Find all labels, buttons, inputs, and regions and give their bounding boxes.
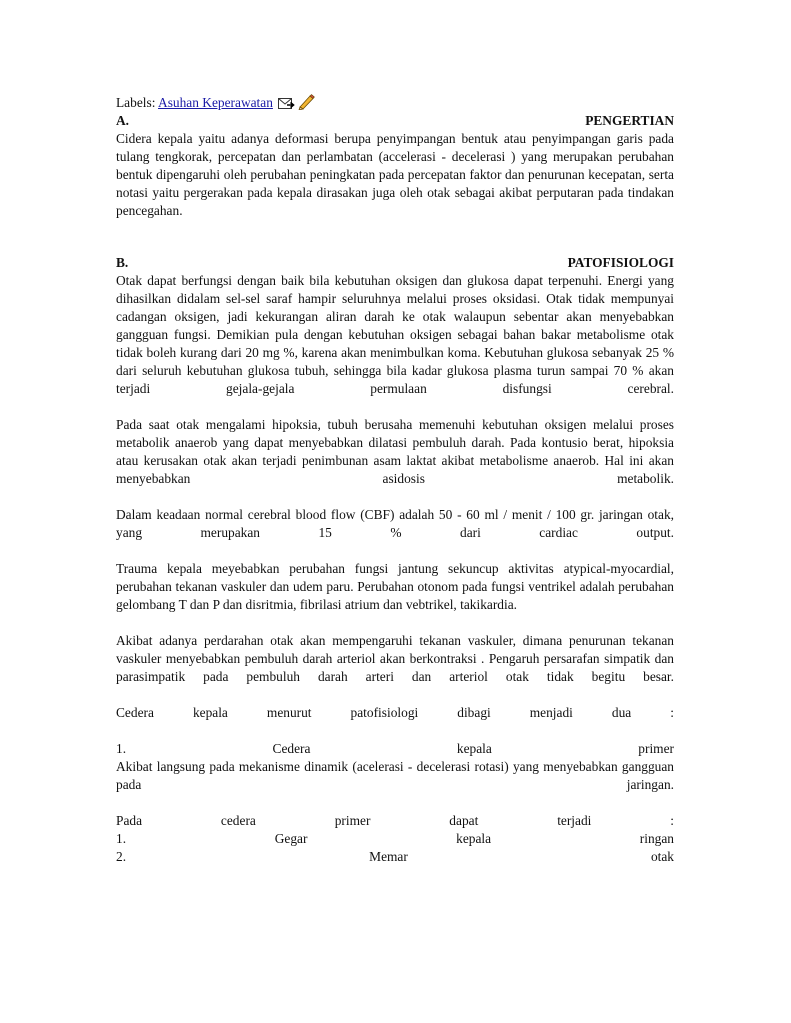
labels-prefix: Labels:	[116, 95, 159, 110]
labels-line	[116, 94, 674, 112]
edit-pencil-icon[interactable]	[297, 94, 315, 115]
document-page	[116, 94, 674, 866]
email-post-icon[interactable]	[278, 97, 295, 115]
section-b-letter: B.	[116, 255, 129, 270]
paragraph-cardiac: Trauma kepala meyebabkan perubahan fungsi jantung sekuncup aktivitas atypical-myocardial, perubahan tekanan vaskuler dan udem paru. Perubahan otonom pada fungsi ventrikel adalah perubahan gelombang T dan P dan disritmia, fibrilasi atrium dan vebtrikel, takikardia.	[116, 561, 674, 612]
list-item: 2. Memar otak	[116, 849, 674, 864]
section-a-body: Cidera kepala yaitu adanya deformasi berupa penyimpangan bentuk atau penyimpangan garis pada tulang tengkorak, percepatan dan perlambatan (accelerasi - decelerasi ) yang merupakan perubahan bentuk dipengaruhi oleh perubahan peningkatan pada percepatan faktor dan penurunan kecepatan, serta notasi yaitu pergerakan pada kepala dirasakan juga oleh otak sebagai akibat perputaran pada tindakan pencegahan.	[116, 131, 674, 218]
label-link-asuhan-keperawatan[interactable]: Asuhan Keperawatan	[158, 95, 273, 110]
list-item: 1. Gegar kepala ringan	[116, 831, 674, 846]
paragraph-classification: Cedera kepala menurut patofisiologi dibagi menjadi dua :	[116, 705, 674, 720]
primary-injury-intro: Pada cedera primer dapat terjadi :	[116, 813, 674, 828]
section-a-heading	[116, 112, 674, 130]
paragraph-oxygen-glucose: Otak dapat berfungsi dengan baik bila kebutuhan oksigen dan glukosa dapat terpenuhi. Energi yang dihasilkan didalam sel-sel saraf hampir seluruhnya melalui proses oksidasi. Otak tidak mempunyai cadangan oksigen, jadi kekurangan aliran darah ke otak walaupun sebentar akan menyebabkan gangguan fungsi. Demikian pula dengan kebutuhan oksigen sebagai bahan bakar metabolisme otak tidak boleh kurang dari 20 mg %, karena akan menimbulkan koma. Kebutuhan glukosa sebanyak 25 % dari seluruh kebutuhan glukosa tubuh, sehingga bila kadar glukosa plasma turun sampai 70 % akan terjadi gejala-gejala permulaan disfungsi cerebral.	[116, 273, 674, 396]
section-b-title: PATOFISIOLOGI	[567, 255, 674, 270]
paragraph-hypoxia: Pada saat otak mengalami hipoksia, tubuh berusaha memenuhi kebutuhan oksigen melalui proses metabolik anaerob yang dapat menyebabkan dilatasi pembuluh darah. Pada kontusio berat, hipoksia atau kerusakan otak akan terjadi penimbunan asam laktat akibat metabolisme anaerob. Hal ini akan menyebabkan asidosis metabolik.	[116, 417, 674, 486]
section-b-heading	[116, 254, 674, 272]
primary-injury-body: Akibat langsung pada mekanisme dinamik (acelerasi - decelerasi rotasi) yang menyebabkan gangguan pada jaringan.	[116, 759, 674, 792]
section-a-title: PENGERTIAN	[585, 113, 674, 128]
paragraph-vascular: Akibat adanya perdarahan otak akan mempengaruhi tekanan vaskuler, dimana penurunan tekanan vaskuler menyebabkan pembuluh darah arteriol akan berkontraksi . Pengaruh persarafan simpatik dan parasimpatik pada pembuluh darah arteri dan arteriol otak tidak begitu besar.	[116, 633, 674, 684]
primary-injury-heading: 1. Cedera kepala primer	[116, 741, 674, 756]
section-a-letter: A.	[116, 113, 130, 128]
paragraph-cbf: Dalam keadaan normal cerebral blood flow (CBF) adalah 50 - 60 ml / menit / 100 gr. jaringan otak, yang merupakan 15 % dari cardiac output.	[116, 507, 674, 540]
